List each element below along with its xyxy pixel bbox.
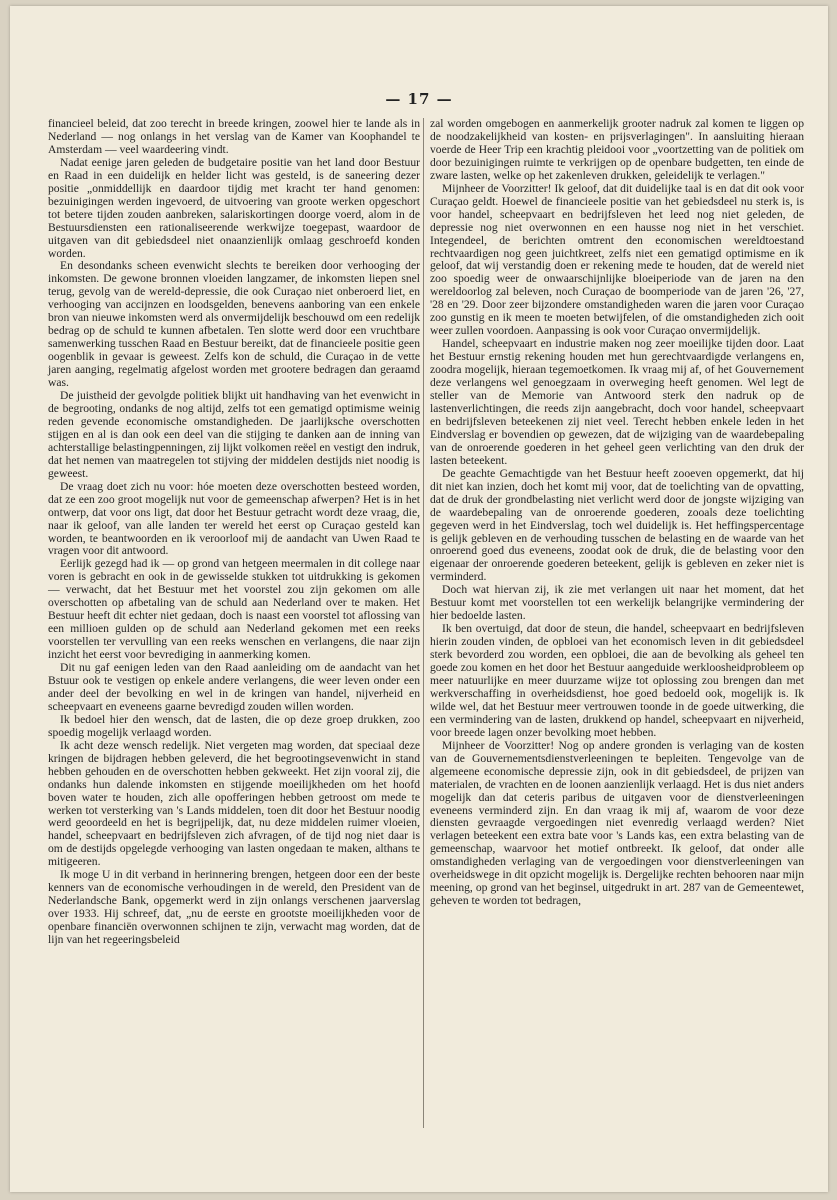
paragraph: Ik acht deze wensch redelijk. Niet vergeten mag worden, dat speciaal deze kringen de bijdragen hebben geleverd, die het begrootingsevenwicht in stand hebben gehouden en de overschotten hebben gekweekt. Het zijn vooral zij, die ondanks hun dalende inkomsten en stijgende moeilijkheden om het hoofd boven water te houden, zich alle opofferingen hebben getroost om mede te werken tot versterking van 's Lands middelen, toen dit door het Bestuur noodig werd geoordeeld en het is begrijpelijk, dat, nu deze middelen ruimer vloeien, handel, scheepvaart en bedrijfsleven zich afvragen, of de tijd nog niet daar is om de destijds opgelegde verhooging van lasten ongedaan te maken, althans te mitigeeren. (48, 738, 420, 869)
paragraph: De geachte Gemachtigde van het Bestuur heeft zooeven opgemerkt, dat hij dit niet kan inzien, doch het komt mij voor, dat de toelichting van de opvatting, dat de druk der grondbelasting niet verlicht werd door de jongste wijziging van de waardebepaling van de onroerende goederen, zooals deze toelichting gegeven werd in het Eindverslag, toch wel duidelijk is. Het heffingspercentage is gelijk gebleven en de verhouding tusschen de belasting en de waarde van het onroerend goed dus eveneens, zoodat ook de druk, die de belasting voor den eigenaar der onroerende goederen beteekent, gelijk is gebleven en zeker niet is verminderd. (430, 466, 804, 584)
paragraph: Dit nu gaf eenigen leden van den Raad aanleiding om de aandacht van het Bstuur ook te vestigen op enkele andere verlangens, die weer leven onder een ander deel der bevolking en wel in de kringen van handel, nijverheid en scheepvaart en eveneens gaarne bevredigd zouden willen worden. (48, 661, 420, 713)
page-number: — 17 — (385, 90, 453, 108)
paragraph: financieel beleid, dat zoo terecht in breede kringen, zoowel hier te lande als in Nederland — nog onlangs in het verslag van de Kamer van Koophandel te Amsterdam — veel waardeering vindt. (48, 117, 420, 156)
page-sheet (10, 6, 828, 1192)
paragraph: Handel, scheepvaart en industrie maken nog zeer moeilijke tijden door. Laat het Bestuur ernstig rekening houden met hun gerechtvaardigde verlangens en, zoodra mogelijk, hieraan tegemoetkomen. Ik vraag mij af, of het Gouvernement deze verlangens wel genoegzaam in overweging heeft genomen. Wel legt de steller van de Memorie van Antwoord sterk den nadruk op de lastenverlichtingen, die reeds zijn aangebracht, doch voor handel, scheepvaart en bedrijfsleven beteekenen zij niet veel. Terecht hebben enkele leden in het Eindverslag er bovendien op gewezen, dat de wijziging van de waardebepaling van de onroerende goederen in het geheel geen verlichting van den druk der lasten beteekent. (430, 337, 804, 467)
paragraph: Mijnheer de Voorzitter! Ik geloof, dat dit duidelijke taal is en dat dit ook voor Curaçao geldt. Hoewel de financieele positie van het gebiedsdeel nu sterk is, is voor handel, scheepvaart en bedrijfsleven het leed nog niet geleden, de depressie nog niet overwonnen en een hausse nog niet in het verschiet. Integendeel, de berichten omtrent den economischen wereldtoestand rechtvaardigen nog geen juichtkreet, zelfs niet een gematigd optimisme en ik geloof, dat wij verstandig doen er rekening mede te houden, dat de wereld niet zoo spoedig weer de onwaarschijnlijke bloeiperiode van de jaren na den wereldoorlog zal beleven, noch Curaçao de boomperiode van de jaren '26, '27, '28 en '29. Door zeer bijzondere omstandigheden waren die jaren voor Curaçao zoo gunstig en ik meen te moeten betwijfelen, of die omstandigheden zich ooit weer zullen voordoen. Aanpassing is ook voor Curaçao onvermijdelijk. (430, 181, 804, 338)
paragraph: Eerlijk gezegd had ik — op grond van hetgeen meermalen in dit college naar voren is gebracht en ook in de gewisselde stukken tot uitdrukking is gekomen — verwacht, dat het Bestuur met het voorstel zou zijn gekomen om alle overschotten op afbetaling van de schuld aan Nederland over te maken. Het Bestuur heeft dit echter niet gedaan, doch is naast een voorstel tot aflossing van een millioen gulden op de schuld aan Nederland gekomen met een reeks voorstellen ter vervulling van een reeks wenschen en verlangens, die naar zijn inzicht het eerst voor bevrediging in aanmerking komen. (48, 557, 420, 662)
left-column (48, 118, 420, 947)
paragraph: Ik bedoel hier den wensch, dat de lasten, die op deze groep drukken, zoo spoedig mogelijk verlaagd worden. (48, 712, 420, 739)
paragraph: De vraag doet zich nu voor: hóe moeten deze overschotten besteed worden, dat ze een zoo groot mogelijk nut voor de gemeenschap afwerpen? Het is in het ontwerp, dat voor ons ligt, dat door het Bestuur getracht wordt deze vraag, die, naar ik geloof, van alle landen ter wereld het eerst op Curaçao gesteld kan worden, te beantwoorden en ik veroorloof mij de aandacht van Uwen Raad te vragen voor dit antwoord. (48, 479, 420, 558)
paragraph: En desondanks scheen evenwicht slechts te bereiken door verhooging der inkomsten. De gewone bronnen vloeiden langzamer, de inkomsten liepen snel terug, gevolg van de wereld-depressie, die ook Curaçao niet onberoerd liet, en verhooging van accijnzen en loodsgelden, benevens aanboring van een enkele bron van nieuwe inkomsten werd als onvermijdelijk beschouwd om een redelijk bedrag op de schuld te kunnen afbetalen. Ten slotte werd door een vruchtbare samenwerking tusschen Raad en Bestuur bereikt, dat de financieele positie geen oogenblik in gevaar is geweest. Zelfs kon de schuld, die Curaçao in de vette jaren aanging, regelmatig afgelost worden met grootere bedragen dan geraamd was. (48, 259, 420, 390)
paragraph: Ik ben overtuigd, dat door de steun, die handel, scheepvaart en bedrijfsleven hierin zouden vinden, de opbloei van het economisch leven in dit gebiedsdeel sterk bevorderd zou worden, een opbloei, die aan de bevolking als geheel ten goede zou komen en het door het Bestuur aangeduide werkloosheidprobleem op meer natuurlijke en meer duurzame wijze tot oplossing zou brengen dan met werkverschaffing in overheidsdienst, hoe goed bedoeld ook, mogelijk is. Ik wilde wel, dat het Bestuur meer vertrouwen toonde in de goede uitwerking, die een vermindering van de lasten, drukkend op handel, scheepvaart en nijverheid, voor breede lagen onzer bevolking moet hebben. (430, 622, 804, 739)
paragraph: Nadat eenige jaren geleden de budgetaire positie van het land door Bestuur en Raad in een duidelijk en helder licht was gesteld, is de saneering dezer positie „onmiddellijk en daardoor tijdig met kracht ter hand genomen: bezuinigingen werden ingevoerd, de uitvoering van groote werken opgeschort tot betere tijden zouden aanbreken, salariskortingen doorge voerd, alom in de Bestuursdiensten een rationaliseerende werkwijze toegepast, waardoor de uitgaven van dit gebiedsdeel niet onaanzienlijk omlaag geschroefd konden worden. (48, 155, 420, 260)
paragraph: zal worden omgebogen en aanmerkelijk grooter nadruk zal komen te liggen op de noodzakelijkheid van kosten- en prijsverlagingen". In aansluiting hieraan voerde de Heer Trip een krachtig pleidooi voor „voortzetting van de politiek om door bezuinigingen ruimte te verkrijgen op de openbare budgetten, ten einde de zware lasten, welke op het zakenleven drukken, geleidelijk te verlagen." (430, 117, 804, 182)
right-column (430, 118, 804, 908)
paragraph: De juistheid der gevolgde politiek blijkt uit handhaving van het evenwicht in de begrooting, ondanks de nog altijd, zelfs tot een gematigd optimisme weinig reden gevende economische omstandigheden. De jaarlijksche overschotten stijgen en al is dan ook een deel van die stijging te danken aan de inning van achterstallige belastingpenningen, zij lijkt volkomen reëel en vestigt den indruk, dat het nemen van maatregelen tot stijving der middelen destijds niet noodig is geweest. (48, 389, 420, 480)
paragraph: Doch wat hiervan zij, ik zie met verlangen uit naar het moment, dat het Bestuur komt met voorstellen tot een werkelijk belangrijke vermindering der hier bedoelde lasten. (430, 583, 804, 623)
column-divider (423, 118, 424, 1128)
paragraph: Mijnheer de Voorzitter! Nog op andere gronden is verlaging van de kosten van de Gouvernementsdienstverleeningen te bepleiten. Tengevolge van de algemeene economische depressie zijn, ook in dit gebiedsdeel, de prijzen van materialen, de vrachten en de loonen aanzienlijk verlaagd. Het is dus niet anders mogelijk dan dat ceteris paribus de uitgaven voor de dienstverleeningen eveneens verminderd zijn. En dan vraag ik mij af, waarom de voor deze diensten gevraagde vergoedingen niet evenredig verlaagd werden? Niet verlagen beteekent een extra bate voor 's Lands kas, een extra belasting van de gemeenschap, waarvoor het motief ontbreekt. Ik geloof, dat onder alle omstandigheden verlaging van de vergoedingen voor dienstverleeningen van overheidswege in dit opzicht mogelijk is. Dergelijke rechten behooren naar mijn meening, op grond van het beginsel, uitgedrukt in art. 287 van de Gemeentewet, geheven te worden tot bedragen, (430, 738, 804, 908)
paragraph: Ik moge U in dit verband in herinnering brengen, hetgeen door een der beste kenners van de economische verhoudingen in de wereld, den President van de Nederlandsche Bank, opgemerkt werd in zijn onlangs verschenen jaarverslag over 1933. Hij schreef, dat, „nu de eerste en grootste moeilijkheden voor de openbare financiën overwonnen schijnen te zijn, verwacht mag worden, dat de lijn van het regeeringsbeleid (48, 868, 420, 947)
